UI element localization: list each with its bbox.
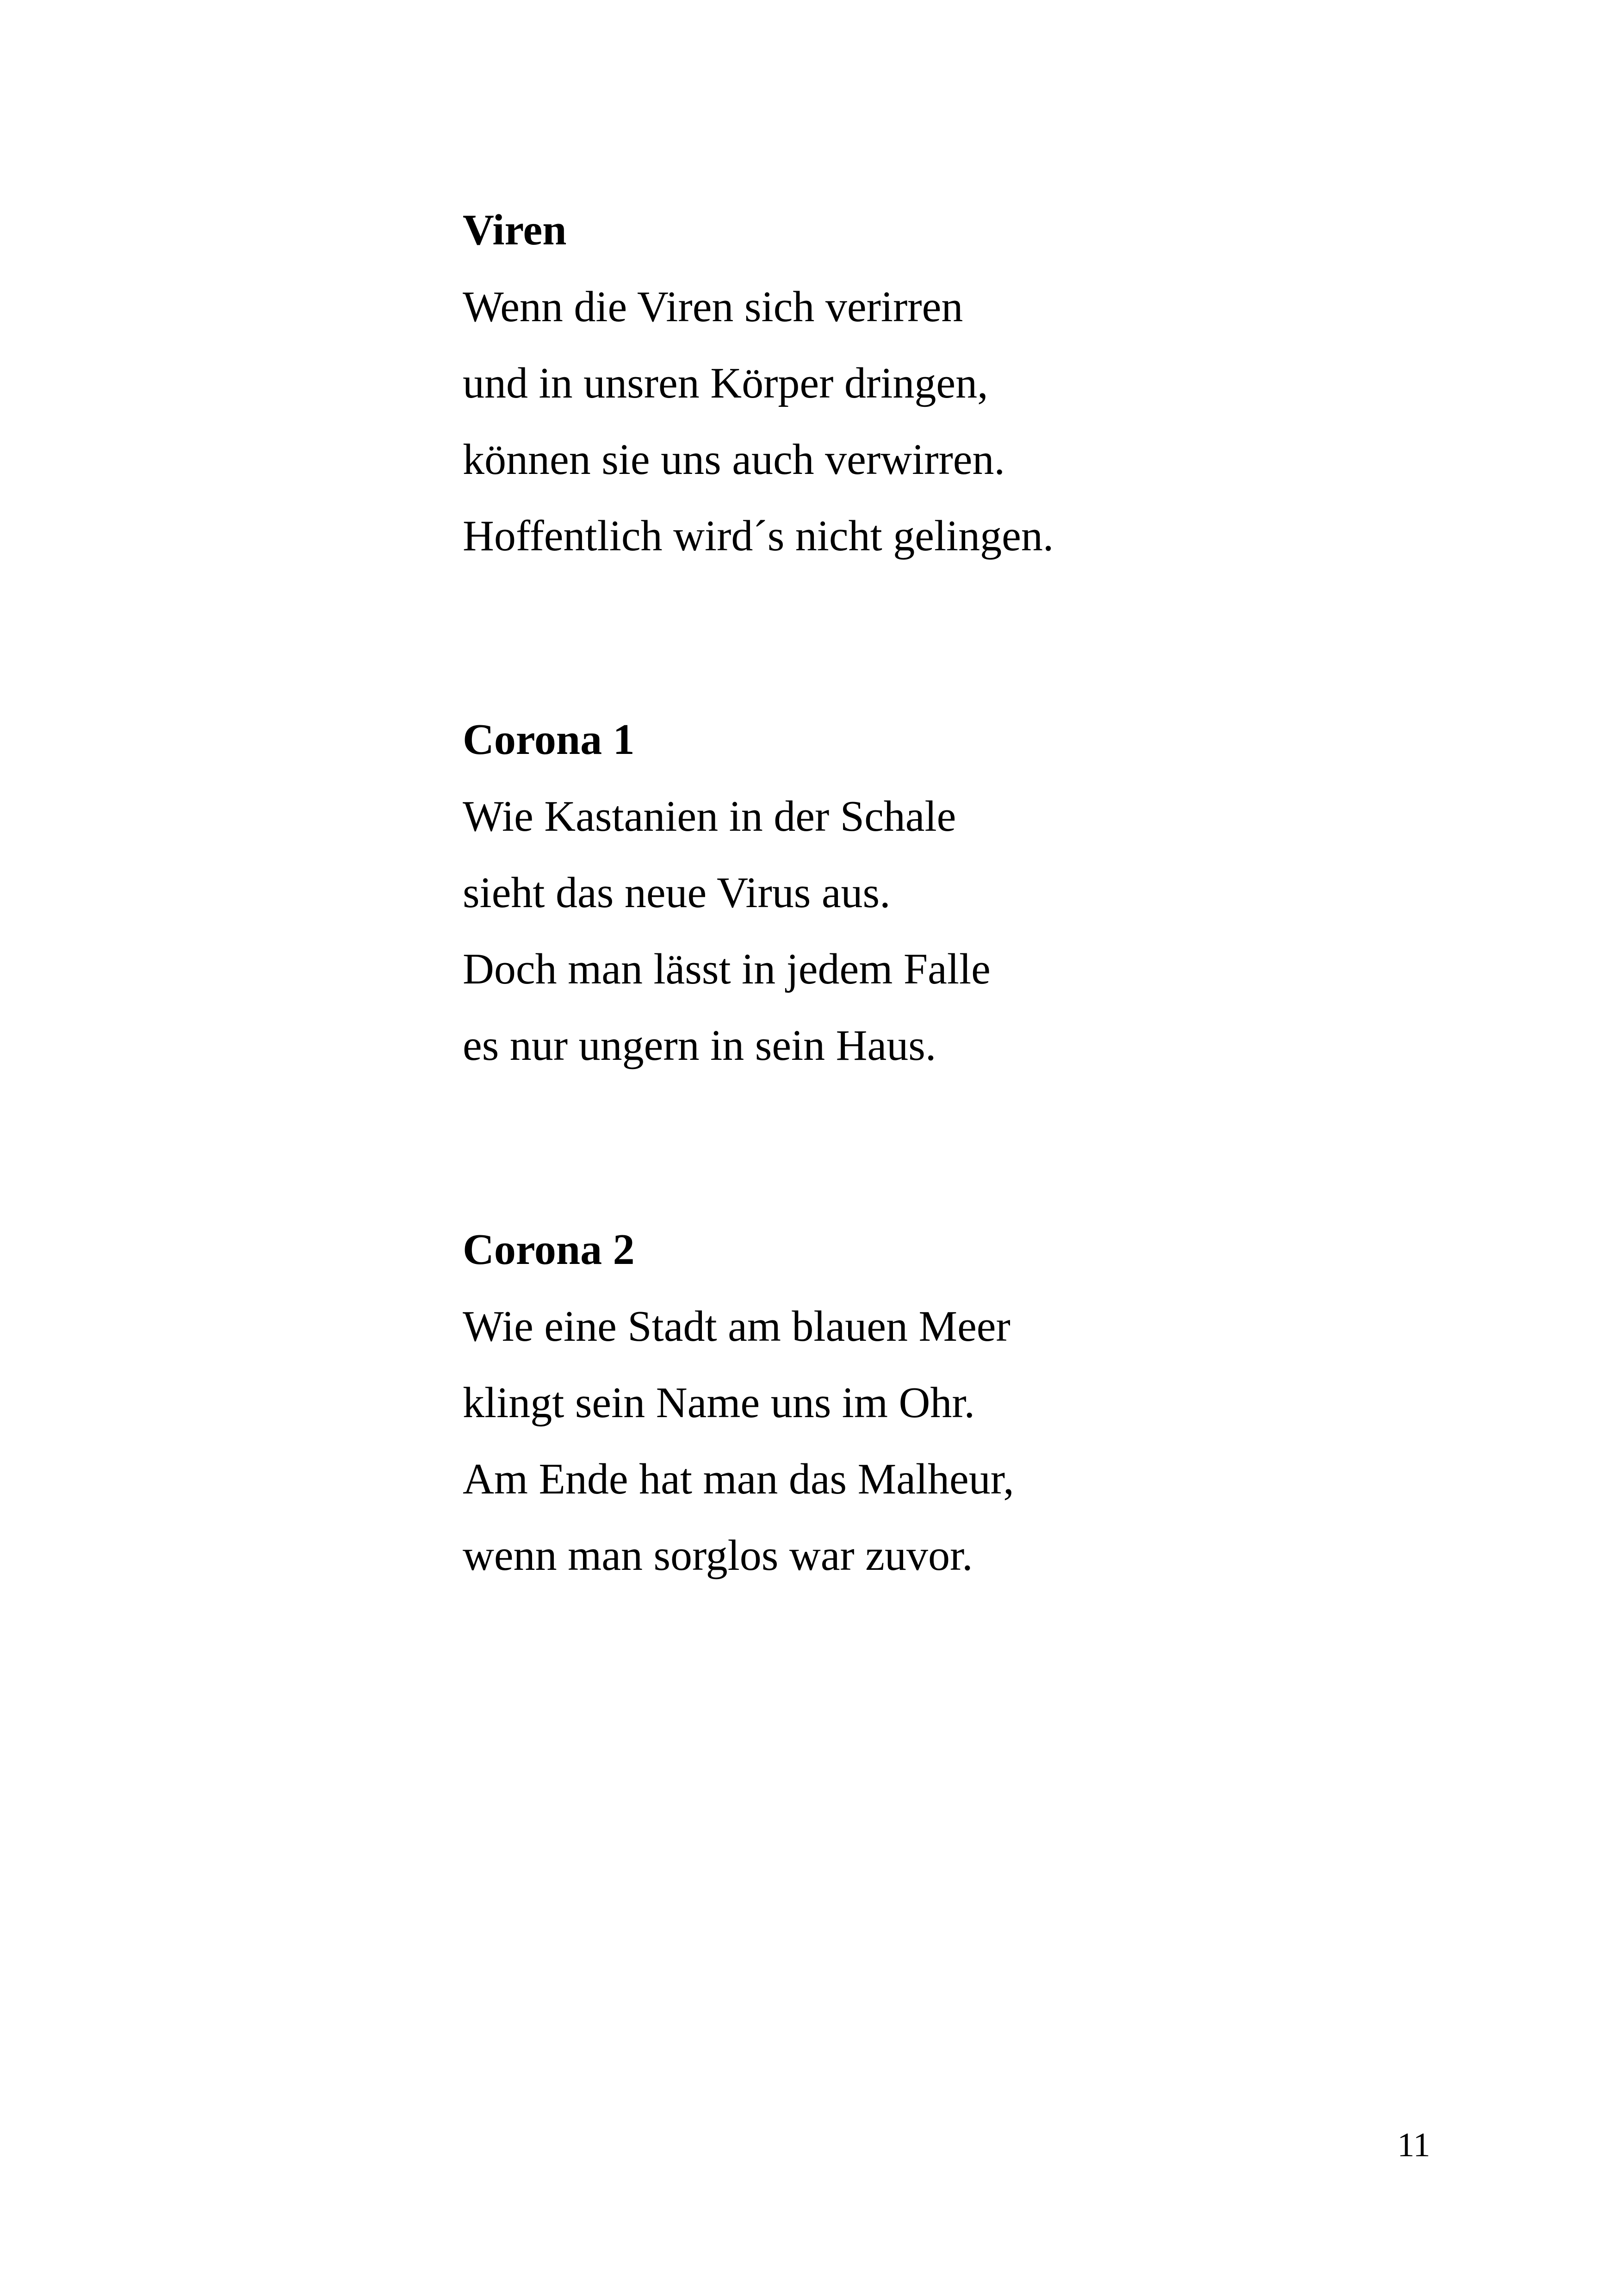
poem-title: Corona 2 <box>463 1226 635 1274</box>
poem-line: Wie eine Stadt am blauen Meer <box>463 1302 1010 1350</box>
poem-line: Wenn die Viren sich verirren <box>463 283 963 331</box>
poem-line: können sie uns auch verwirren. <box>463 436 1005 484</box>
poem-line: sieht das neue Virus aus. <box>463 869 891 917</box>
poem-line: Doch man lässt in jedem Falle <box>463 945 991 993</box>
poem-title: Corona 1 <box>463 716 635 764</box>
page-number: 11 <box>1397 2126 1431 2164</box>
poem-line: und in unsren Körper dringen, <box>463 359 988 407</box>
poem-line: wenn man sorglos war zuvor. <box>463 1531 973 1580</box>
poem-line: klingt sein Name uns im Ohr. <box>463 1379 975 1427</box>
poem-line: Am Ende hat man das Malheur, <box>463 1455 1014 1503</box>
poem-line: Hoffentlich wird´s nicht gelingen. <box>463 512 1054 560</box>
poem-line: Wie Kastanien in der Schale <box>463 792 956 840</box>
poem-title: Viren <box>463 206 567 254</box>
poem-line: es nur ungern in sein Haus. <box>463 1021 936 1070</box>
